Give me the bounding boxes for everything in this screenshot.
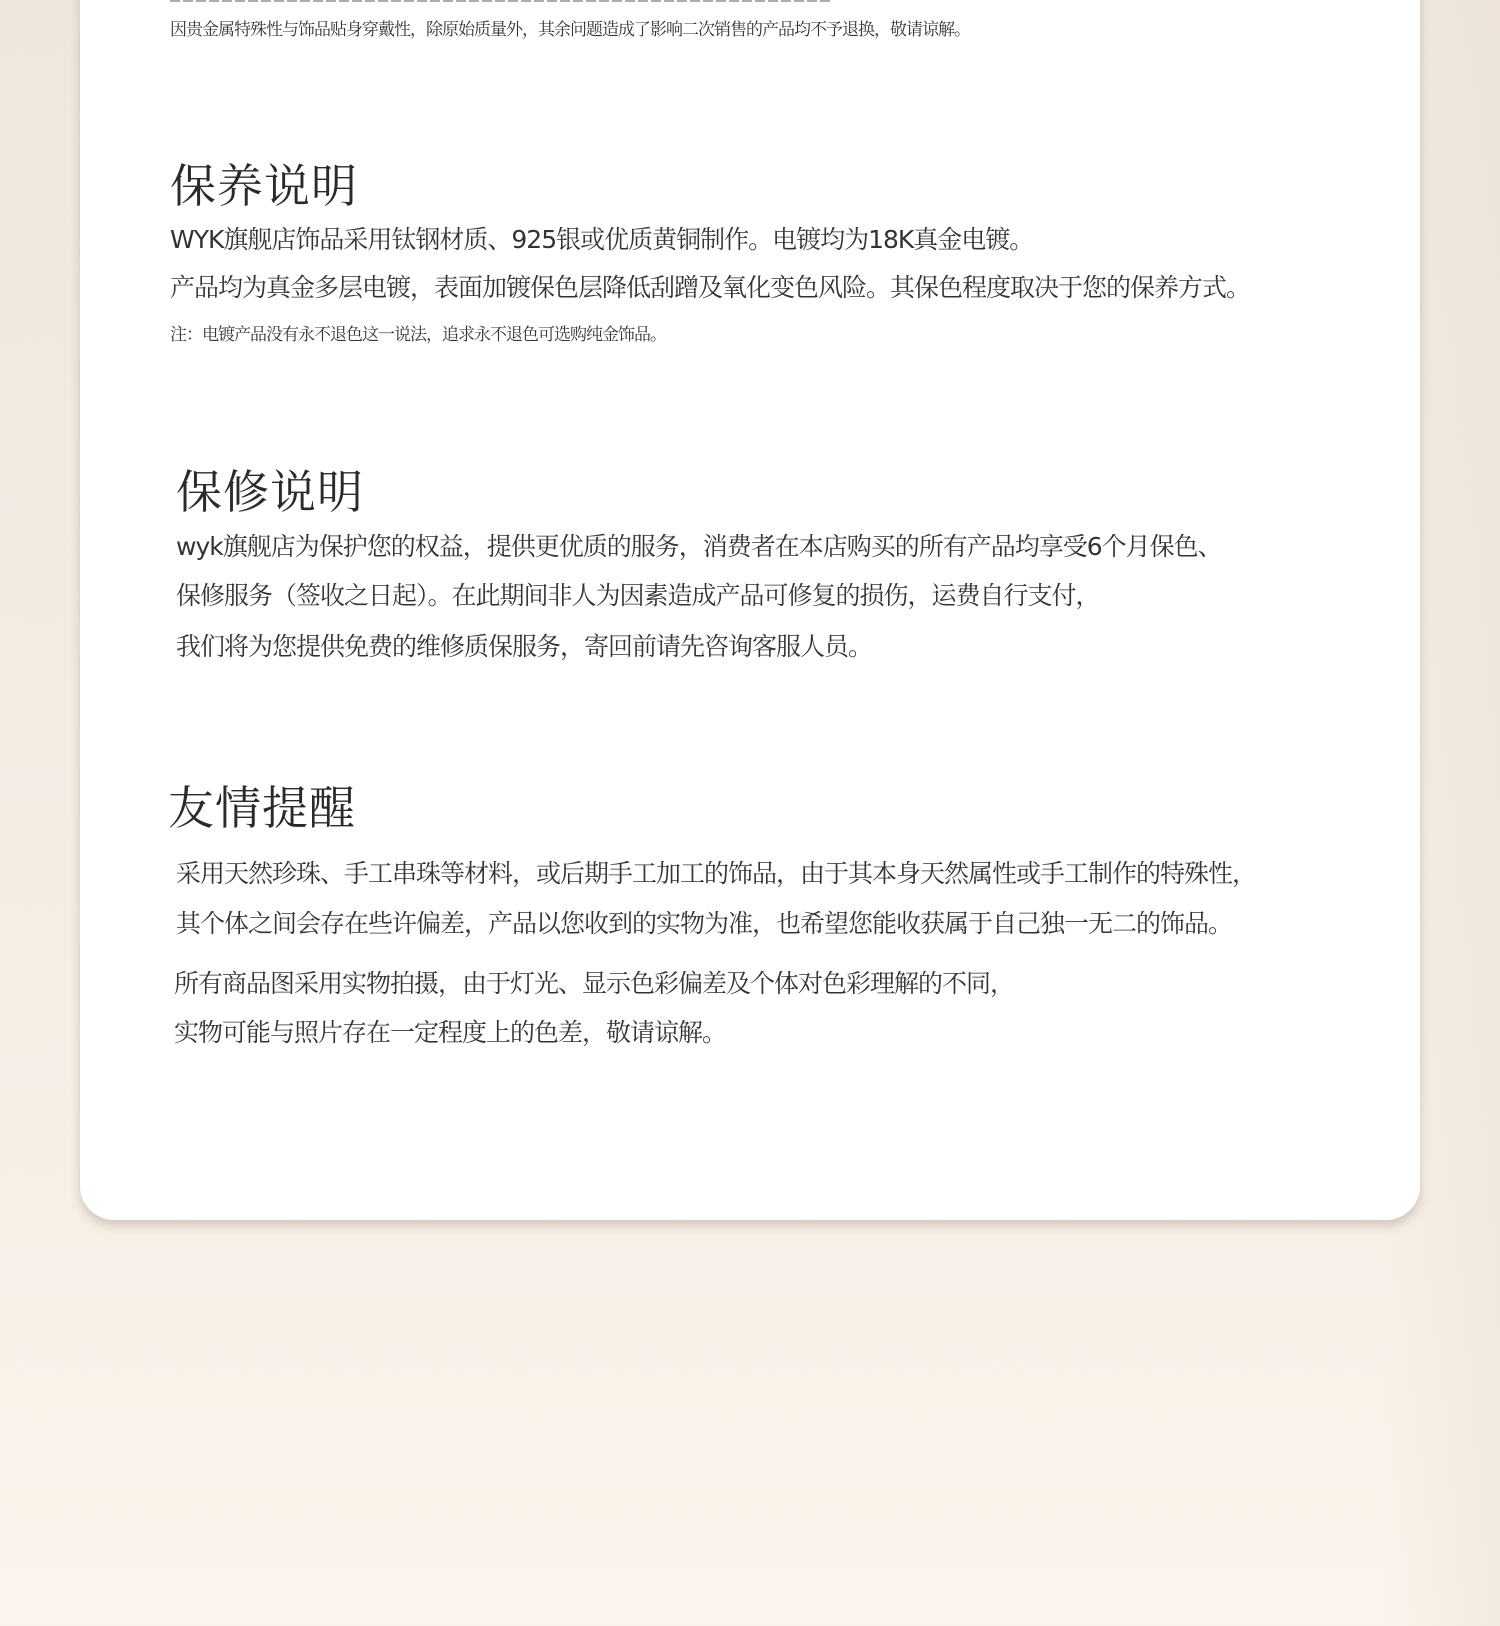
- care-title: 保养说明: [170, 159, 358, 213]
- cropped-text-line: [170, 0, 830, 2]
- reminder-line-2: 其个体之间会存在些许偏差，产品以您收到的实物为准，也希望您能收获属于自己独一无二的饰品。: [176, 909, 1233, 938]
- care-line-1: WYK旗舰店饰品采用钛钢材质、925银或优质黄铜制作。电镀均为18K真金电镀。: [170, 225, 1034, 254]
- warranty-line-1: wyk旗舰店为保护您的权益，提供更优质的服务，消费者在本店购买的所有产品均享受6个月保色、: [176, 532, 1222, 561]
- care-note: 注：电镀产品没有永不退色这一说法，追求永不退色可选购纯金饰品。: [170, 325, 666, 345]
- return-policy-note: 因贵金属特殊性与饰品贴身穿戴性，除原始质量外，其余问题造成了影响二次销售的产品均不予退换，敬请谅解。: [170, 20, 970, 40]
- reminder-line-1: 采用天然珍珠、手工串珠等材料，或后期手工加工的饰品，由于其本身天然属性或手工制作的特殊性，: [176, 859, 1257, 888]
- warranty-line-3: 我们将为您提供免费的维修质保服务，寄回前请先咨询客服人员。: [176, 632, 873, 661]
- warranty-title: 保修说明: [176, 465, 364, 519]
- reminder-title: 友情提醒: [168, 781, 356, 835]
- reminder-line-3: 所有商品图采用实物拍摄，由于灯光、显示色彩偏差及个体对色彩理解的不同，: [174, 969, 1015, 998]
- reminder-line-4: 实物可能与照片存在一定程度上的色差，敬请谅解。: [174, 1018, 727, 1047]
- care-line-2: 产品均为真金多层电镀，表面加镀保色层降低刮蹭及氧化变色风险。其保色程度取决于您的保养方式。: [170, 273, 1251, 302]
- warranty-line-2: 保修服务（签收之日起）。在此期间非人为因素造成产品可修复的损伤，运费自行支付，: [176, 581, 1100, 610]
